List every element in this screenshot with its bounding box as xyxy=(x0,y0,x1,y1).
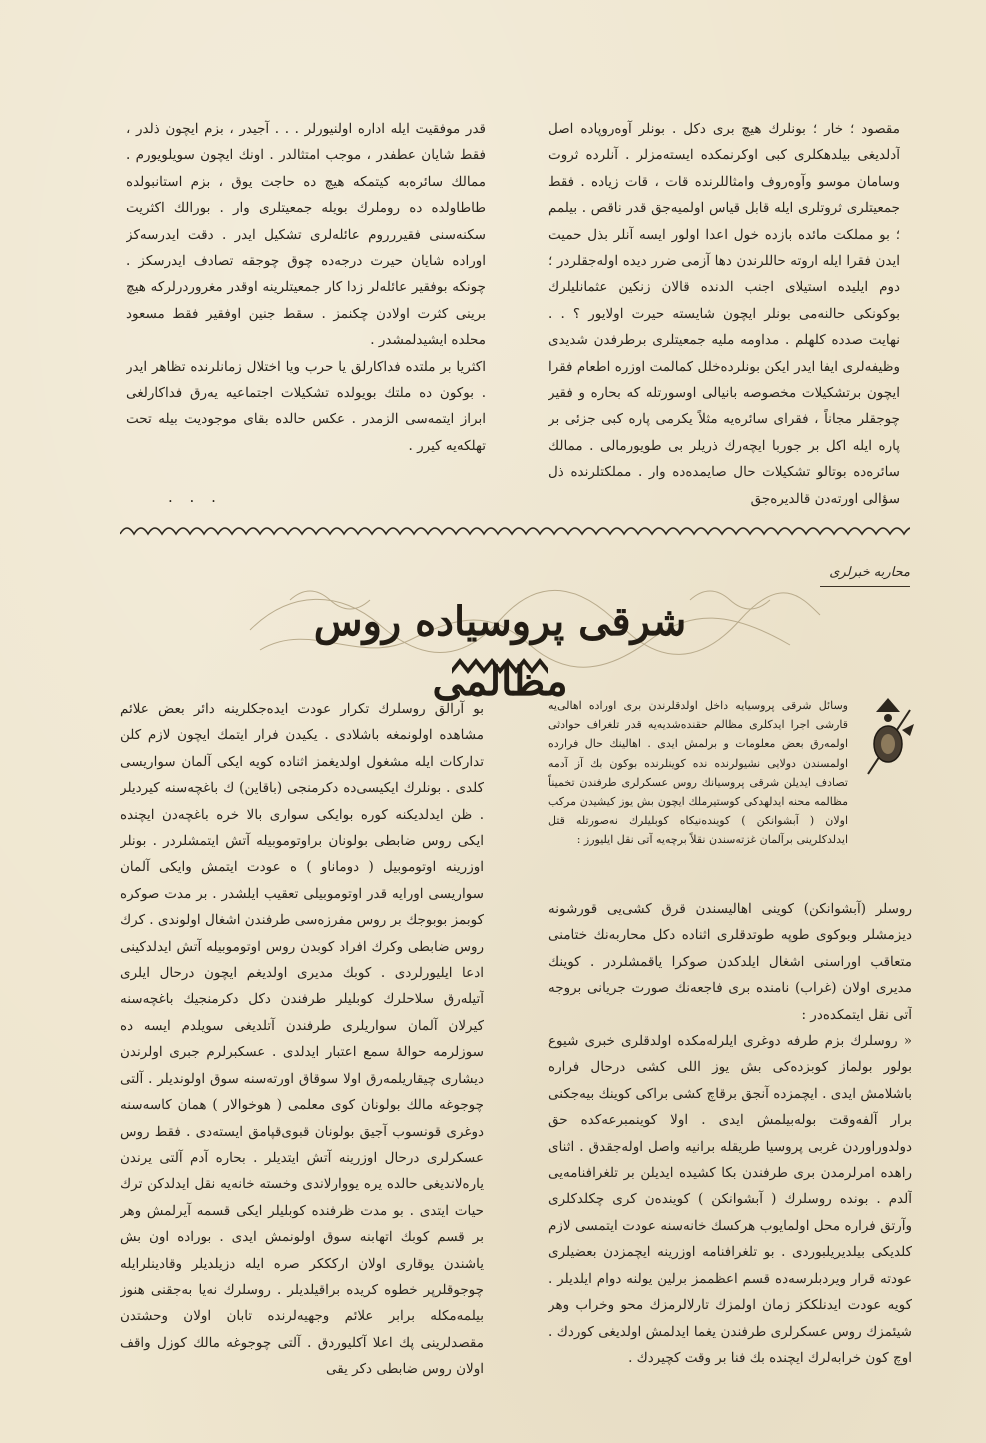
section-label: محاربه خبرلری xyxy=(820,562,910,587)
article-paragraph: اكثريا بر ملتده فداكارلق يا حرب ويا اختلال زمانلرنده تظاهر ايدر . بوكون ده ملتك بويولده تشكيلات اجتماعيه يه‌رق فداكارلغی ابراز ايتمه‌سی الزمدر . عكس حالده بقای موجوديت بيله تحت تهلكه‌يه كيرر . xyxy=(126,358,486,454)
article-paragraph: وسائل شرقی پروسيايه داخل اولدقلرندن بری اوراده اهالی‌يه قارشی اجرا ايدكلری مظالم حقنده‌شديه‌يه قدر تلغراف حوادثی اولمه‌رق بعض معلومات و برلمش ايدی . اهالينك حال فراردە اولمسندن دولايی نشيولرنده نده كوينلرنده بوكون بك آز آدمه تصادف ايدیلن شرقی پروسيانك روس عسكرلری طرفندن تخميناً مظالمه محنه ايدلهدكی كوستيرملك ايچون بش يوز كيشيدن مركب اولان ( آبشوانكن ) كوينده‌نيكاه كوبليلرك نەصورتله قتل ايدلدكلرينی برآلمان غزته‌سندن نقلاً برچه‌يه آتی نقل ايليورز : xyxy=(548,699,848,847)
article-column-bottom-right xyxy=(548,896,912,1416)
article-column-bottom-left xyxy=(120,696,484,1416)
ellipsis: . . . xyxy=(168,488,222,506)
headline: شرقی پروسيادە روس مظالمی xyxy=(313,598,687,705)
pin-emblem-icon xyxy=(858,694,916,790)
wavy-divider xyxy=(120,520,910,544)
article-paragraph: قدر موفقيت ايله اداره اولنيورلر . . . آجيدر ، بزم ايچون ذلدر ، فقط شايان عطفدر ، موجب امتثالدر . اونك ايچون سويلويورم . ممالك سائره‌به كيتمكه هيچ ده حاجت يوق ، بزم استانبولده طاطاولده ده روملرك بويله جمعيتلری وار . بورالك اكثريت سكنه‌سنی فقيررروم عائلەلری تشكيل ايدر . دقت ايدرسه‌كز اوراده شايان حيرت درجه‌ده چوق چوجقه تصادف ايدرسكز . چونكه بوفقير عائله‌لر زدا كار جمعيتلرينه اوقدر مغروردرلركه هيچ برينی كثرت اولادن چكنمز . سقط جنين اوفقير فقط مسعود محلده ايشيدلمشدر . xyxy=(126,121,486,349)
article-paragraph: روسلر (آبشوانكن) كوينی اهاليسندن قرق كشی‌يی قورشونه ديزمشلر وبوكوی طوپه طوتدقلری اثناده دكل محاربه‌نك ختامنی متعاقب اوراسنی اشغال ايلدكدن صوكرا ياقمشلردر . كوينك مديری اولان (غراب) نامنده بری فاجعه‌نك صورت جريانی بروجه آتی نقل ايتمكده‌در : xyxy=(548,901,912,1023)
article-paragraph: « روسلرك بزم طرفه دوغری ايلرله‌مكده اولدقلری خبری شيوع بولور بولماز كوبزده‌كی بش يوز اللی كشی درحال فراره باشلامش ايدی . ايچمزده آنجق برقاچ كشی براكی كوينك بيه‌جكنی برار آلفه‌وقت بوله‌بيلمش ايدی . اولا كوينمبرعه‌كده حق دولدوراوردن غربی پروسيا طريقله برانيه واصل اوله‌جقدق . اثنای راهده امرلرمدن بری طرفندن بكا كشيده ايدیلن بر تلغرافنامه‌يی آلدم . بونده روسلرك ( آبشوانكن ) كوينده‌ن كری چكلدكلری وآرتق فراره محل اولمايوب هركسك خانه‌سنه عودت ايتمسی لازم كلديكی بيلديريلبوردی . بو تلغرافنامه اوزرينه ايچمزدن بعضيلری عودته قرار ويردبلرسه‌ده قسم اعظممز برلين يولنه دوام ايلديلر . كويه عودت ايدنلككز زمان اولمزك تارلالرمزك محو وخراب وهر شيئمزك روس عسكرلری طرفندن يغما ايدلمش اولديغی كوردك . اوچ كون خرابه‌لرك ايچنده بك فنا بر وقت كچيردك . xyxy=(548,1033,912,1366)
article-column-top-right xyxy=(548,116,900,528)
zigzag-ornament xyxy=(452,654,548,676)
article-column-top-left xyxy=(126,116,486,516)
article-paragraph: مقصود ؛ خار ؛ بونلرك هیچ بری دكل . بونلر آوه‌روپاده اصل آدلديغی بيلدهكلری كبی اوكرنمكده ايسته‌مزلر . آنلرده ثروت وسامان موسو وآوه‌روف وامثاللرنده قات ، قات زياده . فقط جمعيتلری ثروتلری ايله قابل قياس اولميه‌جق قدر ناقص . بيلمم ؛ بو مملكت مائده بازده خول اعدا اولور ايسه آنلر بذل حميت ايدن فقرا ايله اروته حاللرندن دها آزمی ضرر ديده اوله‌جقلردر ؛ دوم ايليده استيلای اجنب الدنده قالان زنكين عثمانليلرك بوكونكی حالنه‌مى بونلر ايچون شايسته حيرت اولايور ؟ . . نهايت صدده كلهلم . مداومه مليه جمعيتلری برطرفدن شديدی وظيفه‌لری ايفا ايدر ايكن بونلرده‌خلل كمالمت اوزره اطعام فقرا ايچون برتشكيلات مخصوصه بانيالی اوسورتله كه بحاره و فقير چوجقلر مجاناً ، فقرای سائره‌يه مثلاً يكرمی پاره كبی جزئی بر پاره ايله اكل بر جوربا ايچه‌رك ذريلر بی طويورمالی . ممالك سائره‌ده بوتالو تشكيلات حال صايمده‌ده وار . مملكتلرنده ذل سؤالی اورته‌دن قالديره‌جق xyxy=(548,121,900,507)
article-paragraph: بو آرالق روسلرك تكرار عودت ايده‌جكلرينه دائر بعض علائم مشاهده اولونمغه باشلادی . يكيدن فرار ايتمك ايچون لازم كلن تداركات ايله مشغول اولديغمز اثناده كويه ايكی آلمان سواریسی كلدی . بونلرك ايكيسی‌ده دكرمنجی (باقاين) ك باغچه‌سنه كيرديلر . ظن ايدلديكنه كوره بوايكی سواری بالا خره باغچه‌دن ايچنده ايكی روس ضابطی بولونان براوتوموبيله آتش ايتمشلردر . بونلر اوزرينه اوتوموبيل ( دوماناو ) ه عودت ايتمش وايكی آلمان سواریسی اورايه قدر اوتوموبيلی تعقيب ايلشدر . بر مدت صوكره كوبمز بوبوجك بر روس مفرزه‌سی طرفندن اشغال اولوندی . كرك روس ضابطی وكرك افراد كوبدن روس اوتوموبيله آتش ايدلدكينی ادعا ايليورلردی . كوبك مديری اولديغم ايچون درحال ايلری آتيله‌رق سلاحلرك كوبليلر طرفندن دكل دكرمنجيك باغچه‌سنه كيرلان آلمان سواريلری طرفندن آتلديغی سويلدم ايسه ده سوزلرمه حوالهٔ سمع اعتبار ايدلدی . عسكبرلرم جبری اولرندن دیشاری چيقاريلمه‌رق اولا سوقاق اورته‌سنه سوق اولونديلر . آلتی چوجوغه مالك بولونان كوی معلمی ( هوخوالار ) همان كاسه‌سنه دوغری قونسوب آجيق بولونان قبوی‌قپامق ايسته‌دی . فقط روس عسكرلری درحال اوزرينه آتش ايتديلر . بحاره آدم آلتی يرندن ياره‌لانديغی حالده يره يووارلاندی وخسته خانه‌يه نقل ايدلدكن ترك حيات ايتدی . بو مدت ظرفنده كوبليلر ايكی قسمه آيرلمش وهر بر قسم كوبك اتهابنه سوق اولونمش ايدی . بوراده اون بش ياشندن يوقاری اولان اركككر صره ايله دزيلديلر وقادينلرايله چوجوقلرپر خطوه كريده براقيلديلر . روسلرك نه‌يا به‌جقنی هنوز بيلمه‌مكله برابر علائم وجهيه‌لرنده تابان اولان وحشتدن مقصدلرينی پك اعلا آكليوردق . آلتی چوجوغه مالك كوزل واقف اولان روس ضابطی دكر يقی xyxy=(120,701,484,1378)
article-intro xyxy=(548,696,848,881)
